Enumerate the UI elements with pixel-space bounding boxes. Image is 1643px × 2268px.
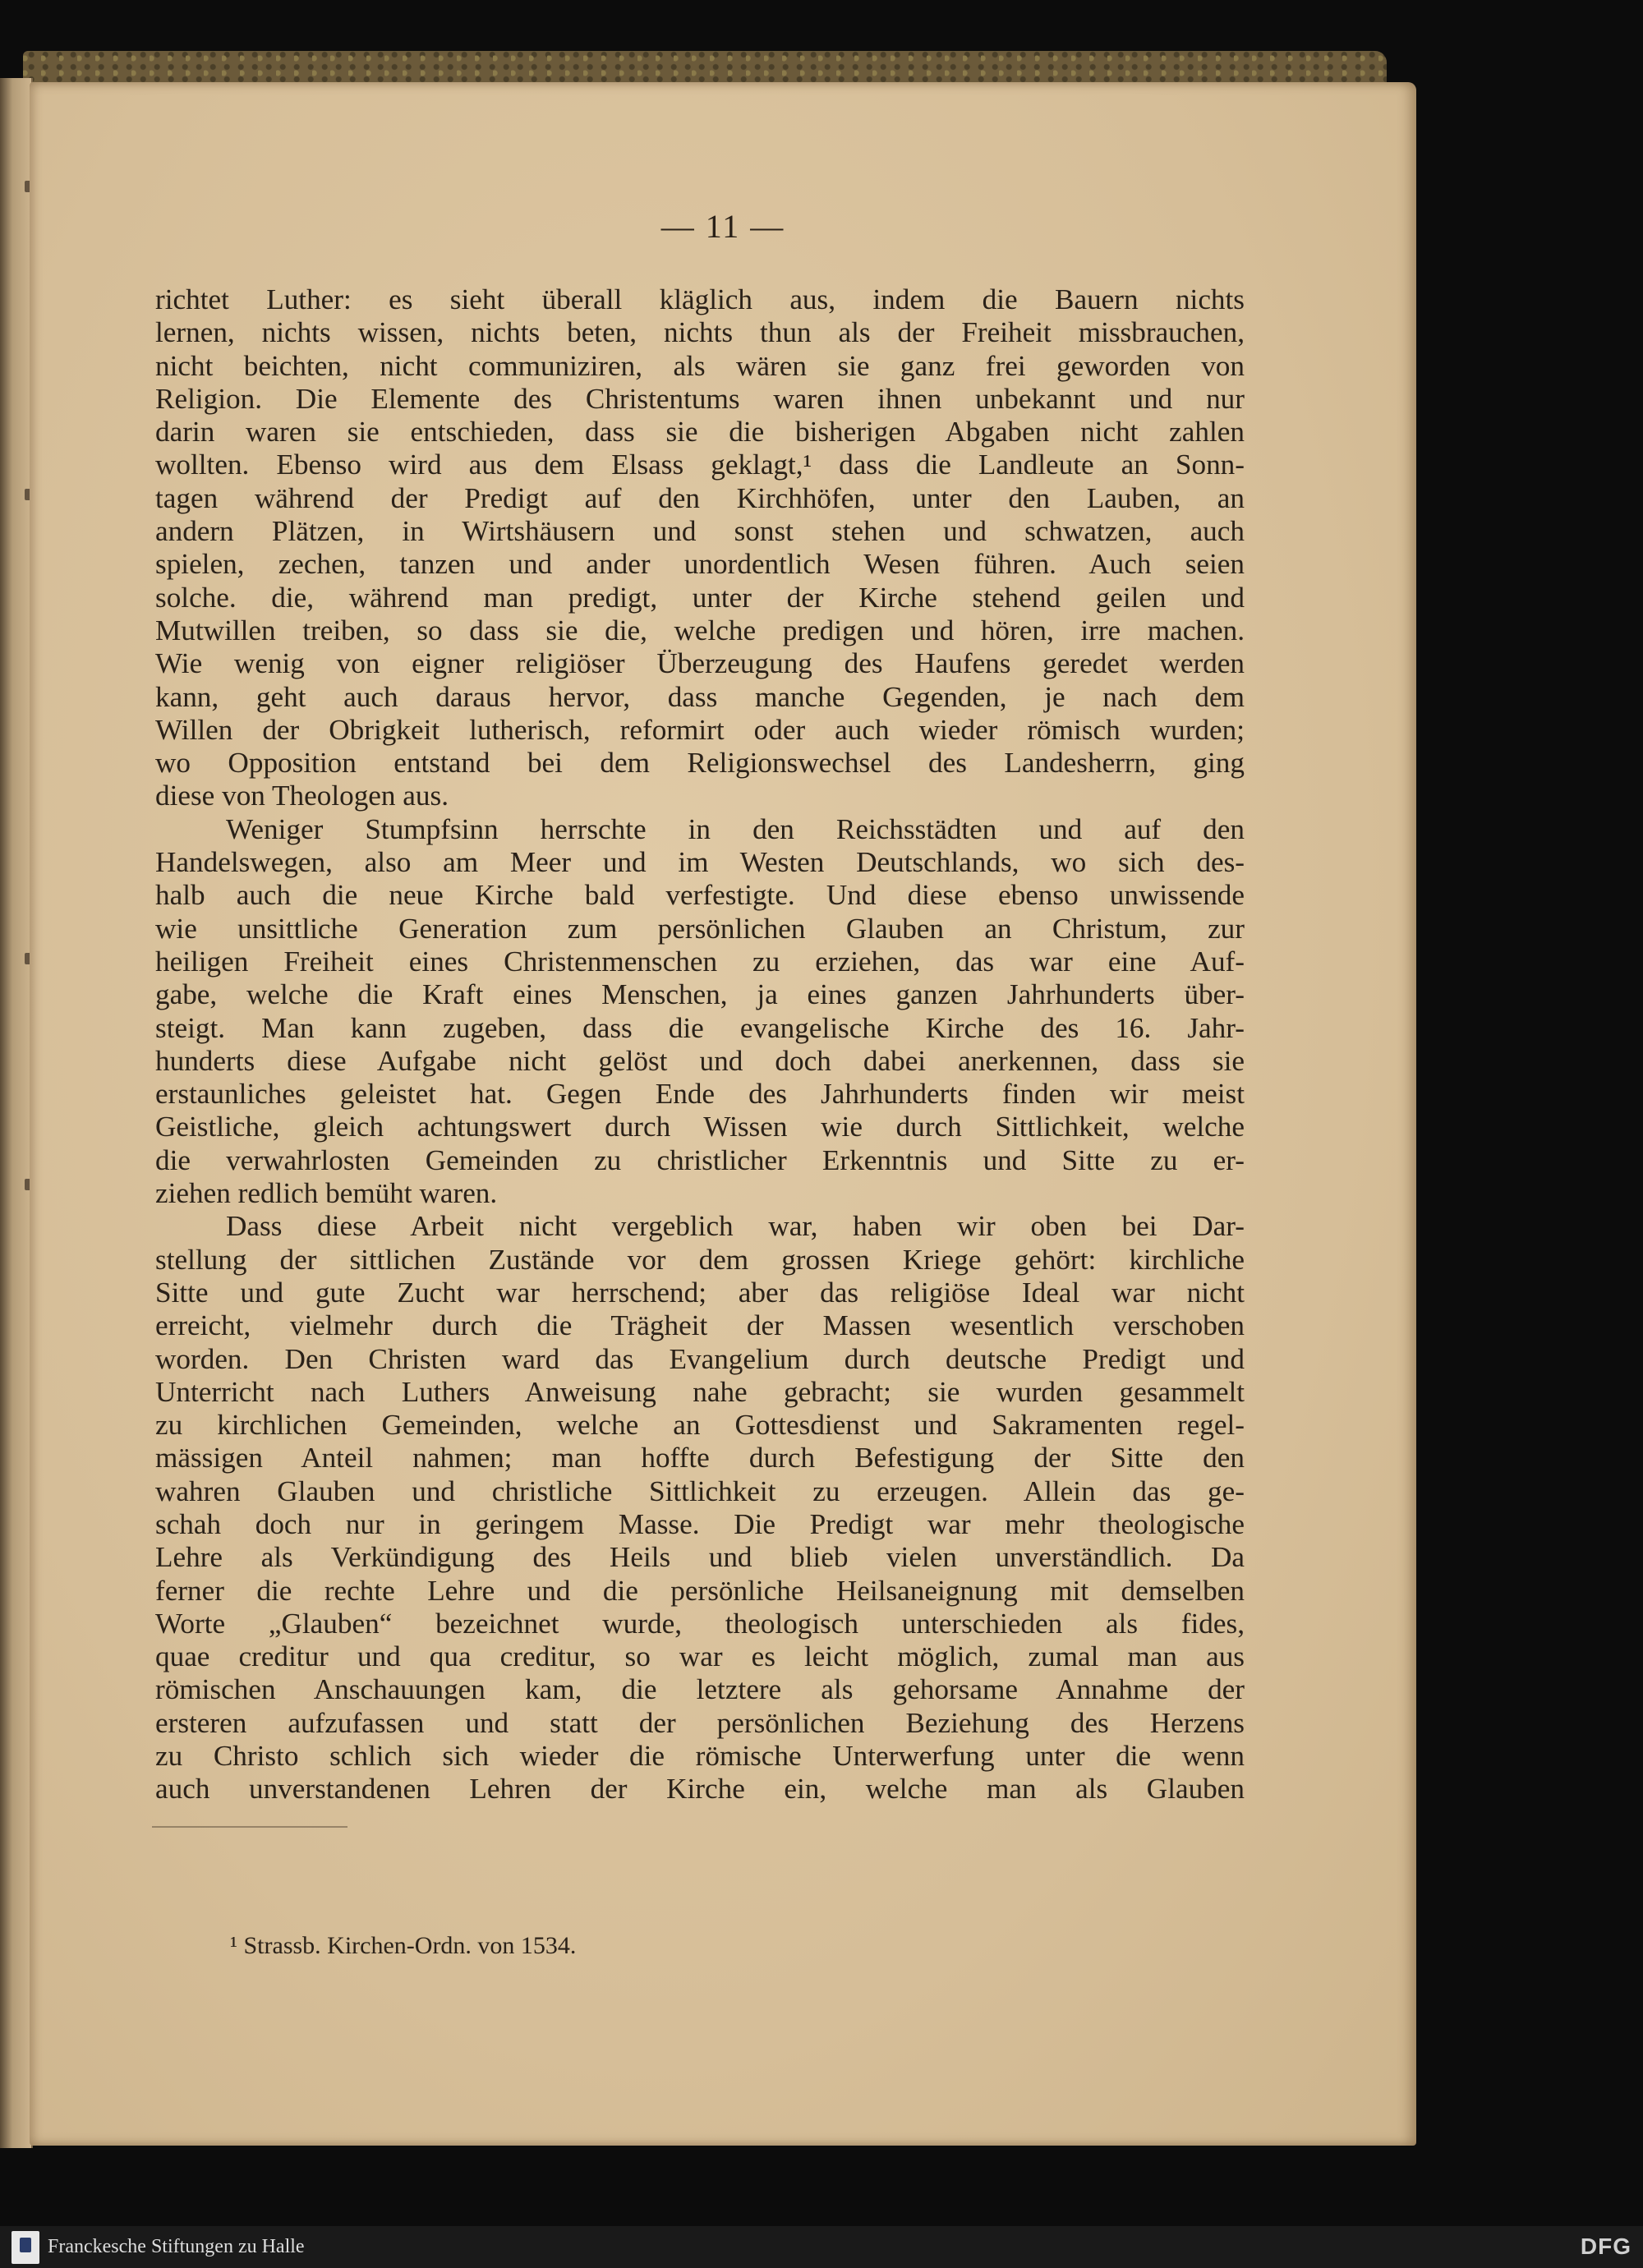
text-line: Weniger Stumpfsinn herrschte in den Reichsstädten und auf den bbox=[226, 812, 1245, 845]
text-line: diese von Theologen aus. bbox=[155, 780, 449, 812]
text-line: ziehen redlich bemüht waren. bbox=[155, 1177, 498, 1210]
text-line: römischen Anschauungen kam, die letztere als gehorsame Annahme der bbox=[155, 1673, 1245, 1706]
text-line: hunderts diese Aufgabe nicht gelöst und doch dabei anerkennen, dass sie bbox=[155, 1044, 1245, 1077]
text-line: halb auch die neue Kirche bald verfestigte. Und diese ebenso unwissende bbox=[155, 879, 1245, 912]
text-line: nicht beichten, nicht communiziren, als wären sie ganz frei geworden von bbox=[155, 349, 1245, 382]
text-line: Willen der Obrigkeit lutherisch, reformirt oder auch wieder römisch wurden; bbox=[155, 713, 1245, 746]
book-page bbox=[30, 82, 1416, 2146]
text-line: ferner die rechte Lehre und die persönliche Heilsaneignung mit demselben bbox=[155, 1574, 1245, 1607]
dfg-logo: DFG bbox=[1580, 2233, 1631, 2259]
text-line: ersteren aufzufassen und statt der persönlichen Beziehung des Herzens bbox=[155, 1706, 1245, 1739]
text-line: Dass diese Arbeit nicht vergeblich war, haben wir oben bei Dar- bbox=[226, 1210, 1245, 1243]
book-top-edge bbox=[23, 51, 1387, 85]
text-line: zu kirchlichen Gemeinden, welche an Gottesdienst und Sakramenten regel- bbox=[155, 1409, 1245, 1442]
footnote: ¹ Strassb. Kirchen-Ordn. von 1534. bbox=[230, 1932, 577, 1959]
text-line: quae creditur und qua creditur, so war es leicht möglich, zumal man aus bbox=[155, 1640, 1245, 1673]
text-line: Sitte und gute Zucht war herrschend; aber das religiöse Ideal war nicht bbox=[155, 1276, 1245, 1309]
text-line: zu Christo schlich sich wieder die römische Unterwerfung unter die wenn bbox=[155, 1740, 1245, 1773]
text-line: gabe, welche die Kraft eines Menschen, ja eines ganzen Jahrhunderts über- bbox=[155, 978, 1245, 1011]
text-line: worden. Den Christen ward das Evangelium durch deutsche Predigt und bbox=[155, 1342, 1245, 1375]
text-line: Worte „Glauben“ bezeichnet wurde, theologisch unterschieden als fides, bbox=[155, 1607, 1245, 1640]
text-line: Wie wenig von eigner religiöser Überzeugung des Haufens geredet werden bbox=[155, 647, 1245, 680]
text-line: steigt. Man kann zugeben, dass die evangelische Kirche des 16. Jahr- bbox=[155, 1011, 1245, 1044]
text-line: heiligen Freiheit eines Christenmenschen zu erziehen, das war eine Auf- bbox=[155, 945, 1245, 978]
text-line: Lehre als Verkündigung des Heils und blieb vielen unverständlich. Da bbox=[155, 1541, 1245, 1574]
text-line: spielen, zechen, tanzen und ander unordentlich Wesen führen. Auch seien bbox=[155, 548, 1245, 581]
text-line: Unterricht nach Luthers Anweisung nahe gebracht; sie wurden gesammelt bbox=[155, 1375, 1245, 1408]
text-line: mässigen Anteil nahmen; man hoffte durch Befestigung der Sitte den bbox=[155, 1442, 1245, 1474]
institution-name: Franckesche Stiftungen zu Halle bbox=[48, 2236, 305, 2257]
text-line: Handelswegen, also am Meer und im Westen Deutschlands, wo sich des- bbox=[155, 846, 1245, 879]
text-line: schah doch nur in geringem Masse. Die Predigt war mehr theologische bbox=[155, 1507, 1245, 1540]
text-line: andern Plätzen, in Wirtshäusern und sonst stehen und schwatzen, auch bbox=[155, 515, 1245, 548]
text-line: darin waren sie entschieden, dass sie die bisherigen Abgaben nicht zahlen bbox=[155, 416, 1245, 449]
text-line: kann, geht auch daraus hervor, dass manche Gegenden, je nach dem bbox=[155, 680, 1245, 713]
text-line: erreicht, vielmehr durch die Trägheit der Massen wesentlich verschoben bbox=[155, 1309, 1245, 1342]
institution-logo-icon bbox=[12, 2231, 39, 2264]
text-line: Geistliche, gleich achtungswert durch Wissen wie durch Sittlichkeit, welche bbox=[155, 1111, 1245, 1143]
body-text bbox=[155, 283, 1245, 1806]
page-number: — 11 — bbox=[660, 208, 785, 245]
text-line: wie unsittliche Generation zum persönlichen Glauben an Christum, zur bbox=[155, 912, 1245, 945]
text-line: richtet Luther: es sieht überall kläglich aus, indem die Bauern nichts bbox=[155, 283, 1245, 315]
text-line: auch unverstandenen Lehren der Kirche ein, welche man als Glauben bbox=[155, 1773, 1245, 1806]
footnote-divider bbox=[152, 1826, 347, 1828]
text-line: wahren Glauben und christliche Sittlichkeit zu erzeugen. Allein das ge- bbox=[155, 1474, 1245, 1507]
text-line: solche. die, während man predigt, unter der Kirche stehend geilen und bbox=[155, 581, 1245, 614]
text-line: stellung der sittlichen Zustände vor dem grossen Kriege gehört: kirchliche bbox=[155, 1243, 1245, 1276]
text-line: wollten. Ebenso wird aus dem Elsass geklagt,¹ dass die Landleute an Sonn- bbox=[155, 449, 1245, 481]
text-line: Mutwillen treiben, so dass sie die, welche predigen und hören, irre machen. bbox=[155, 614, 1245, 646]
text-line: lernen, nichts wissen, nichts beten, nichts thun als der Freiheit missbrauchen, bbox=[155, 316, 1245, 349]
text-line: die verwahrlosten Gemeinden zu christlicher Erkenntnis und Sitte zu er- bbox=[155, 1143, 1245, 1176]
text-line: Religion. Die Elemente des Christentums waren ihnen unbekannt und nur bbox=[155, 382, 1245, 415]
text-line: erstaunliches geleistet hat. Gegen Ende des Jahrhunderts finden wir meist bbox=[155, 1078, 1245, 1111]
text-line: wo Opposition entstand bei dem Religionswechsel des Landesherrn, ging bbox=[155, 747, 1245, 780]
text-line: tagen während der Predigt auf den Kirchhöfen, unter den Lauben, an bbox=[155, 481, 1245, 514]
